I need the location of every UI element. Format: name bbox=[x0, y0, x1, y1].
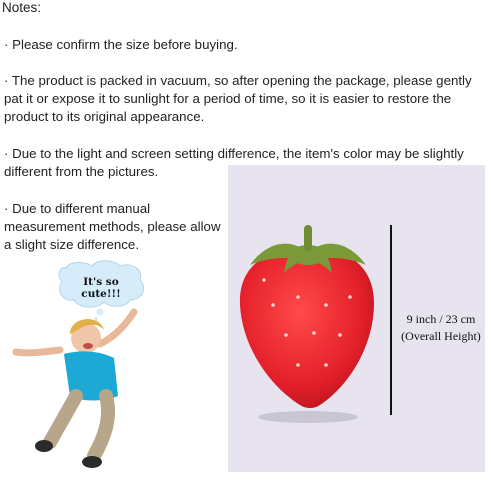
speech-bubble-text: It's so cute!!! bbox=[81, 276, 121, 300]
note-color: · Due to the light and screen setting difference, the item's color may be slightly different from the pictures. bbox=[4, 146, 464, 179]
note-size: · Please confirm the size before buying. bbox=[4, 37, 238, 52]
notes-title: Notes: bbox=[2, 0, 42, 15]
jumping-boy-image bbox=[8, 300, 148, 480]
note-vacuum: · The product is packed in vacuum, so after opening the package, please gently pat it or expose it to sunlight for a period of time, so it is easier to restore the product to its original appearance. bbox=[4, 73, 472, 124]
height-dimension-label bbox=[395, 311, 487, 345]
note-measurement: · Due to different manual measurement methods, please allow a slight size difference. bbox=[4, 201, 221, 252]
height-caption: (Overall Height) bbox=[401, 329, 481, 343]
height-value: 9 inch / 23 cm bbox=[406, 312, 476, 326]
